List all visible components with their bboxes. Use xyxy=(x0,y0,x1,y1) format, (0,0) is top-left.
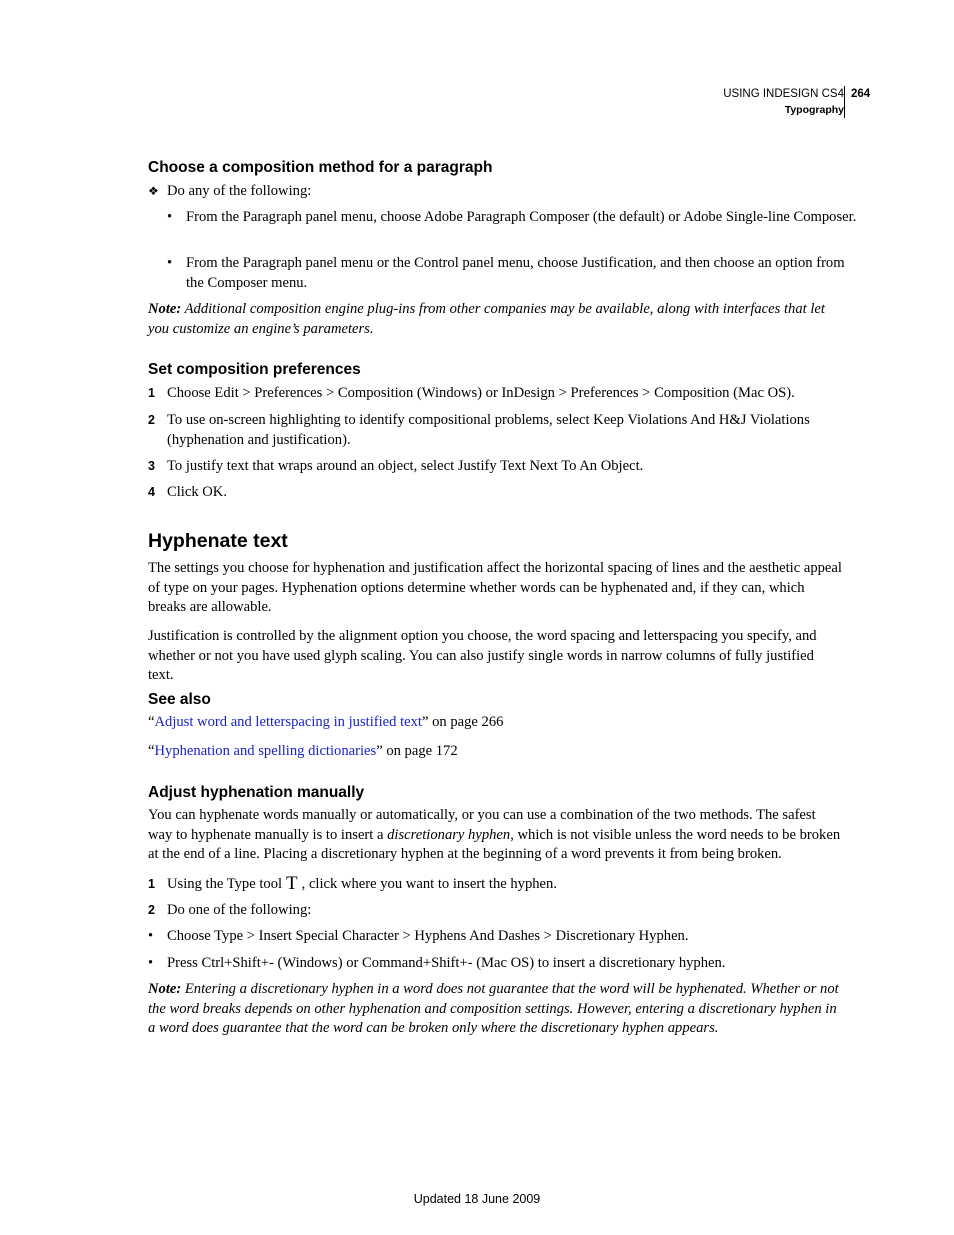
note-composition xyxy=(148,300,843,339)
book-title: USING INDESIGN CS4 xyxy=(723,88,844,100)
note-discretionary xyxy=(148,980,843,1039)
intro-text: Do any of the following: xyxy=(167,183,312,199)
heading-see-also: See also xyxy=(148,691,211,708)
step-number: 1 xyxy=(148,386,155,400)
list-item xyxy=(148,927,862,947)
open-quote: “ xyxy=(148,714,155,730)
bullet-icon: • xyxy=(148,955,154,971)
link-adjust-letterspacing[interactable]: Adjust word and letterspacing in justified text xyxy=(154,714,422,730)
footer-updated: Updated 18 June 2009 xyxy=(413,1192,541,1206)
note-text: Additional composition engine plug-ins from other companies may be available, along with interfaces that let you customize an engine’s parameters. xyxy=(148,301,825,337)
bullet-icon: • xyxy=(167,209,173,225)
running-header xyxy=(723,86,844,118)
see-also-item xyxy=(148,742,843,762)
list-item-text: Choose Type > Insert Special Character > Hyphens And Dashes > Discretionary Hyphen. xyxy=(167,928,689,944)
step-number: 2 xyxy=(148,413,155,427)
diamond-bullet-icon: ❖ xyxy=(148,184,159,198)
step-text: Choose Edit > Preferences > Composition (Windows) or InDesign > Preferences > Composition (Mac OS). xyxy=(167,385,795,401)
link-hyphenation-dictionaries[interactable]: Hyphenation and spelling dictionaries xyxy=(154,743,377,759)
list-item-text: Press Ctrl+Shift+- (Windows) or Command+Shift+- (Mac OS) to insert a discretionary hyphen. xyxy=(167,955,726,971)
step xyxy=(148,411,862,450)
step-text: , click where you want to insert the hyphen. xyxy=(301,876,557,892)
step xyxy=(148,874,862,895)
intro-line xyxy=(148,182,862,202)
link-suffix: ” on page 266 xyxy=(421,714,504,730)
step-number: 1 xyxy=(148,877,155,891)
bullet-icon: • xyxy=(167,255,173,271)
step-text: Do one of the following: xyxy=(167,902,312,918)
paragraph: Justification is controlled by the alignment option you choose, the word spacing and letterspacing you specify, and whether or not you have used glyph scaling. You can also justify single words in narrow columns of fully justified text. xyxy=(148,628,817,683)
step-number: 4 xyxy=(148,485,155,499)
list-item xyxy=(148,954,862,974)
step xyxy=(148,901,862,921)
heading-composition-method: Choose a composition method for a paragraph xyxy=(148,159,493,176)
step-number: 2 xyxy=(148,903,155,917)
note-label: Note: xyxy=(148,981,182,997)
paragraph: The settings you choose for hyphenation and justification affect the horizontal spacing of lines and the aesthetic appeal of type on your pages. Hyphenation options determine whether words can be hyphenated and, if they can, which breaks are allowable. xyxy=(148,560,842,615)
paragraph-text: , which is not visible unless the word needs to be broken at the end of a line. Placing a discretionary hyphen at the beginning of a word prevents it from being broken. xyxy=(148,826,841,862)
paragraph xyxy=(148,806,843,865)
header-divider xyxy=(844,86,845,118)
step-text: Click OK. xyxy=(167,484,227,500)
heading-composition-prefs: Set composition preferences xyxy=(148,361,361,378)
bullet-icon: • xyxy=(148,928,154,944)
step-text: To use on-screen highlighting to identify compositional problems, select Keep Violations And H&J Violations (hyphenation and justification). xyxy=(167,412,810,448)
step-number: 3 xyxy=(148,459,155,473)
link-suffix: ” on page 172 xyxy=(376,743,458,759)
step xyxy=(148,483,862,503)
paragraph-emphasis: discretionary hyphen xyxy=(387,826,511,843)
note-label: Note: xyxy=(148,301,182,317)
section-title: Typography xyxy=(784,104,844,116)
step xyxy=(148,384,862,404)
open-quote: “ xyxy=(148,743,155,759)
type-tool-icon: T xyxy=(286,873,298,894)
heading-hyphenate-text: Hyphenate text xyxy=(148,530,288,552)
heading-adjust-manually: Adjust hyphenation manually xyxy=(148,784,365,801)
step-text: Using the Type tool xyxy=(167,876,283,892)
list-item-text: From the Paragraph panel menu or the Control panel menu, choose Justification, and then choose an option from the Composer menu. xyxy=(186,255,845,291)
note-text: Entering a discretionary hyphen in a word does not guarantee that the word will be hyphenated. Whether or not the word breaks depends on other hyphenation and composition settings. However, entering a discretionary hyphen in a word does guarantee that the word can be broken only where the discretionary hyphen appears. xyxy=(148,981,839,1036)
list-item-text: From the Paragraph panel menu, choose Adobe Paragraph Composer (the default) or Adobe Single-line Composer. xyxy=(186,209,857,225)
step-text: To justify text that wraps around an object, select Justify Text Next To An Object. xyxy=(167,458,644,474)
paragraph-text: You can hyphenate words manually or automatically, or you can use a combination of the two methods. The safest way to hyphenate manually is to insert a xyxy=(148,807,816,843)
step xyxy=(148,457,862,477)
see-also-item xyxy=(148,713,843,733)
list-item xyxy=(167,208,862,228)
page-number: 264 xyxy=(851,88,871,100)
list-item xyxy=(167,254,862,293)
